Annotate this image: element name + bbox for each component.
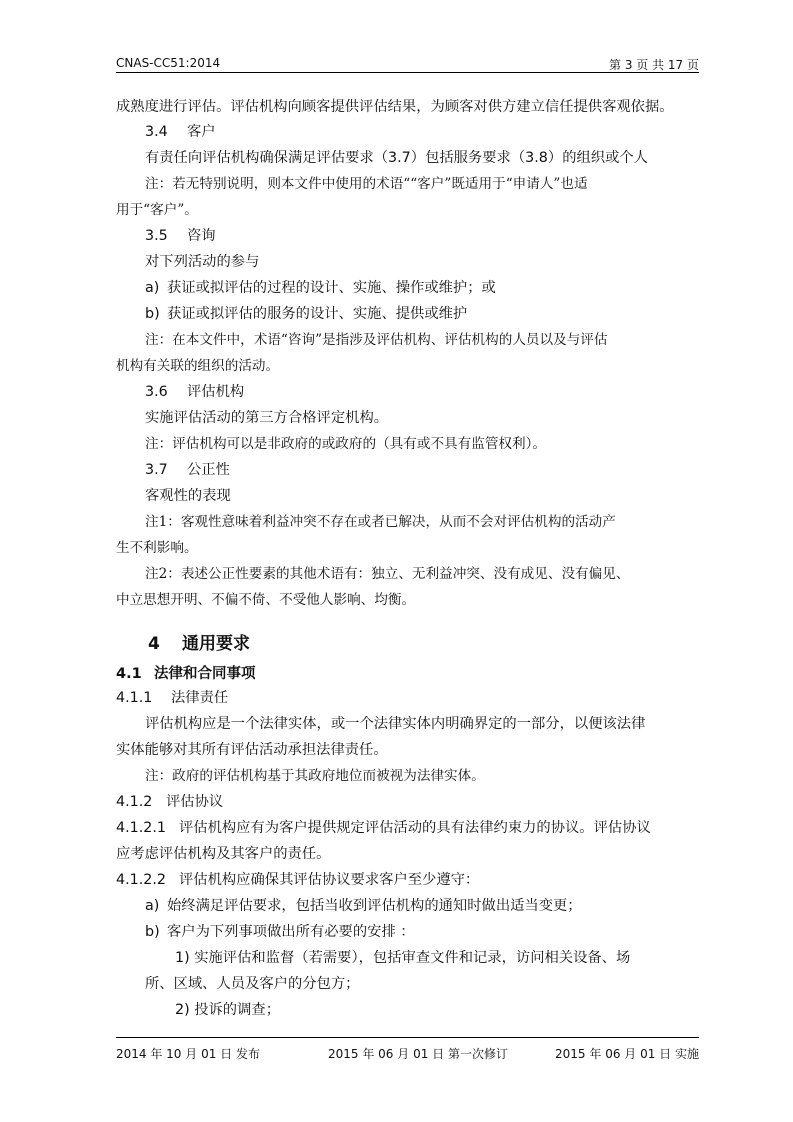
definition-3-6: 实施评估活动的第三方合格评定机构。 — [145, 410, 389, 426]
page-header — [116, 56, 699, 73]
section-number: 3.6 — [145, 384, 168, 400]
list-item — [145, 304, 467, 324]
note-3-4-line2: 用于“客户”。 — [116, 202, 198, 218]
note-4-1-1: 注：政府的评估机构基于其政府地位而被视为法律实体。 — [145, 768, 485, 784]
section-title: 通用要求 — [182, 634, 250, 654]
section-4-1-1-heading — [116, 688, 228, 708]
effective-date: 2015 年 06 月 01 日 实施 — [555, 1047, 699, 1061]
section-number: 4.1.2 — [116, 794, 153, 810]
clause-number: 4.1.2.2 — [116, 872, 167, 888]
sub-item-1-line1: 1) 实施评估和监督（若需要），包括审查文件和记录，访问相关设备、场 — [175, 950, 631, 966]
list-text: 始终满足评估要求，包括当收到评估机构的通知时做出适当变更； — [167, 898, 582, 914]
note-3-6: 注：评估机构可以是非政府的或政府的（具有或不具有监管权利）。 — [145, 436, 547, 452]
section-3-5-heading — [145, 226, 216, 246]
section-3-6-heading — [145, 382, 244, 402]
note2-3-7-line2: 中立思想开明、不偏不倚、不受他人影响、均衡。 — [116, 592, 416, 608]
list-label: a) — [145, 898, 160, 914]
clause-4-1-2-2 — [116, 870, 479, 890]
section-number: 3.5 — [145, 228, 168, 244]
note2-3-7-line1: 注2：表述公正性要素的其他术语有：独立、无利益冲突、没有成见、没有偏见、 — [145, 566, 630, 582]
clause-text: 评估机构应有为客户提供规定评估活动的具有法律约束力的协议。评估协议 — [179, 820, 651, 836]
section-4-heading — [148, 634, 250, 654]
note-3-5-line1: 注：在本文件中，术语“咨询”是指涉及评估机构、评估机构的人员以及与评估 — [145, 332, 608, 348]
page-footer — [116, 1037, 699, 1068]
note1-3-7-line1: 注1：客观性意味着利益冲突不存在或者已解决，从而不会对评估机构的活动产 — [145, 514, 616, 530]
section-number: 3.7 — [145, 462, 168, 478]
section-4-1-heading — [116, 664, 256, 684]
clause-text: 评估机构应确保其评估协议要求客户至少遵守： — [179, 872, 480, 888]
paragraph-4-1-1-line2: 实体能够对其所有评估活动承担法律责任。 — [116, 742, 388, 758]
doc-code: CNAS-CC51:2014 — [116, 56, 221, 70]
revision-date: 2015 年 06 月 01 日 第一次修订 — [328, 1047, 508, 1061]
section-title: 法律和合同事项 — [154, 666, 256, 682]
section-number: 3.4 — [145, 124, 168, 140]
section-number: 4.1 — [116, 666, 142, 682]
section-title: 评估协议 — [166, 794, 224, 810]
list-text: 获证或拟评估的服务的设计、实施、提供或维护 — [167, 306, 468, 322]
section-title: 公正性 — [187, 462, 230, 478]
definition-3-7: 客观性的表现 — [145, 488, 231, 504]
section-title: 评估机构 — [187, 384, 245, 400]
list-item — [145, 896, 582, 916]
issue-date: 2014 年 10 月 01 日 发布 — [116, 1047, 260, 1061]
section-3-4-heading — [145, 122, 216, 142]
section-3-7-heading — [145, 460, 230, 480]
note1-3-7-line2: 生不利影响。 — [116, 540, 198, 556]
page-number: 第 3 页 共 17 页 — [609, 58, 699, 72]
note-3-5-line2: 机构有关联的组织的活动。 — [116, 358, 280, 374]
list-label: b) — [145, 306, 160, 322]
sub-item-1-line2: 所、区域、人员及客户的分包方； — [145, 976, 360, 992]
list-item — [145, 922, 415, 942]
section-title: 客户 — [187, 124, 216, 140]
list-label: a) — [145, 280, 160, 296]
section-number: 4.1.1 — [116, 690, 153, 706]
definition-3-5: 对下列活动的参与 — [145, 254, 260, 270]
section-4-1-2-heading — [116, 792, 223, 812]
paragraph-intro: 成熟度进行评估。评估机构向顾客提供评估结果，为顾客对供方建立信任提供客观依据。 — [116, 99, 674, 115]
definition-3-4: 有责任向评估机构确保满足评估要求（3.7）包括服务要求（3.8）的组织或个人 — [145, 150, 648, 166]
list-text: 客户为下列事项做出所有必要的安排 ： — [167, 924, 415, 940]
clause-4-1-2-1-line2: 应考虑评估机构及其客户的责任。 — [116, 846, 331, 862]
clause-number: 4.1.2.1 — [116, 820, 167, 836]
section-number: 4 — [148, 634, 160, 654]
list-text: 获证或拟评估的过程的设计、实施、操作或维护；或 — [167, 280, 496, 296]
list-label: b) — [145, 924, 160, 940]
section-title: 法律责任 — [171, 690, 229, 706]
list-item — [145, 278, 496, 298]
paragraph-4-1-1-line1: 评估机构应是一个法律实体，或一个法律实体内明确界定的一部分，以便该法律 — [145, 716, 646, 732]
sub-item-2: 2) 投诉的调查； — [175, 1002, 280, 1018]
section-title: 咨询 — [187, 228, 216, 244]
clause-4-1-2-1-line1 — [116, 818, 651, 838]
note-3-4-line1: 注：若无特别说明，则本文件中使用的术语““客户”既适用于“申请人”也适 — [145, 176, 588, 192]
